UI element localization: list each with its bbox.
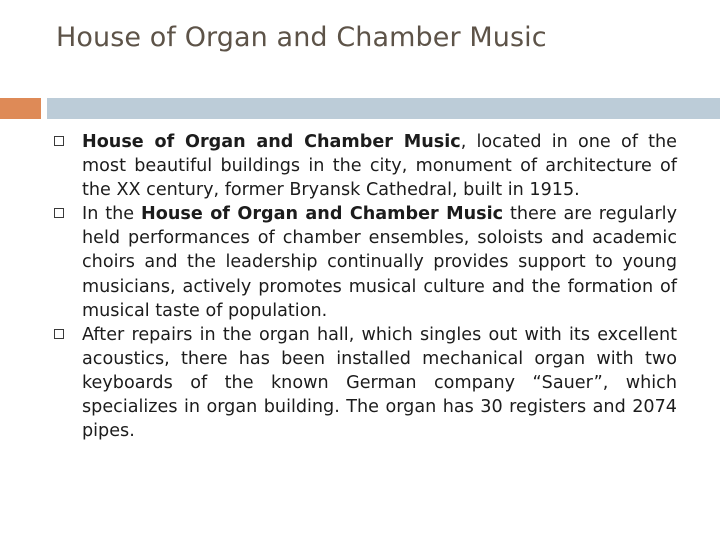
checkbox-bullet-icon <box>54 136 64 146</box>
bullet-text <box>82 130 677 202</box>
header-band <box>47 98 720 119</box>
accent-band <box>0 98 41 119</box>
checkbox-bullet-icon <box>54 329 64 339</box>
bullet-lead: In the <box>82 204 142 225</box>
bold-phrase: House of Organ and Chamber Music <box>82 132 461 152</box>
bullet-body: there are regularly held performances of chamber ensembles, soloists and academic choirs and the leadership continually provides support to young musicians, actively promotes musical culture and the formation of musical taste of population. <box>82 204 677 321</box>
bold-phrase: House of Organ and Chamber Music <box>141 204 504 225</box>
bullet-text <box>82 202 677 322</box>
slide-title: House of Organ and Chamber Music <box>56 22 547 53</box>
bullet-body: After repairs in the organ hall, which singles out with its excellent acoustics, there has been installed mechanical organ with two keyboards of the known German company “Sauer”, which specializes in organ building. The organ has 30 registers and 2074 pipes. <box>82 324 677 442</box>
checkbox-bullet-icon <box>54 208 64 218</box>
bullet-body: , located in one of the most beautiful buildings in the city, monument of architecture of the XX century, former Bryansk Cathedral, built in 1915. <box>82 132 677 201</box>
bullet-item <box>54 202 677 322</box>
bullet-text <box>82 323 677 443</box>
bullet-item <box>54 130 677 202</box>
bullet-item <box>54 323 677 443</box>
bullet-list <box>54 130 677 443</box>
